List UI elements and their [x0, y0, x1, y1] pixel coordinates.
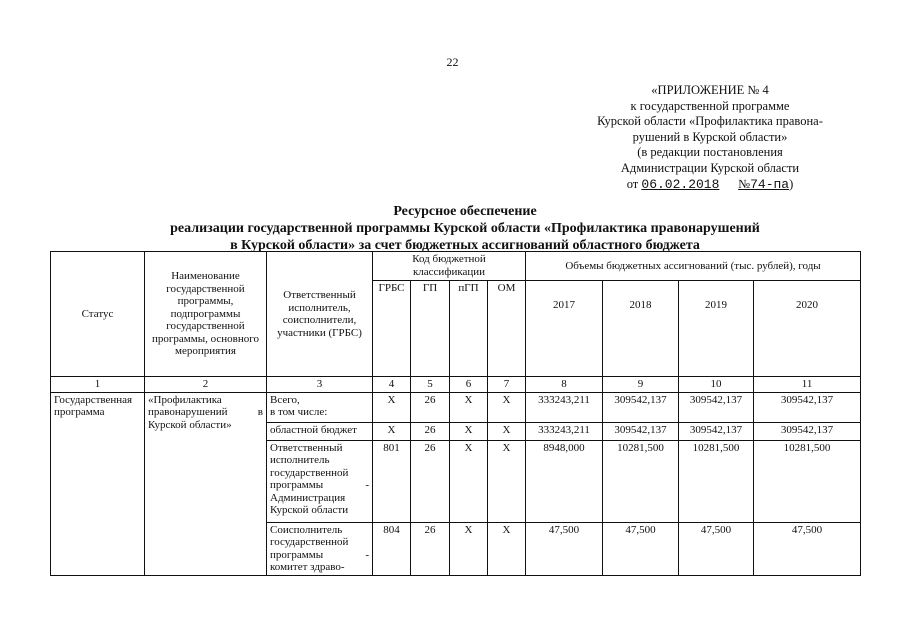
document-title [120, 203, 810, 254]
appendix-header [585, 83, 835, 192]
header-volumes: Объемы бюджетных ассигнований (тыс. рублей), годы [526, 252, 861, 281]
from-label: от [626, 176, 639, 191]
pgp-cell: Х [450, 522, 488, 575]
value-2017-cell: 47,500 [526, 522, 603, 575]
header-gp: ГП [411, 281, 450, 377]
appendix-line: Курской области «Профилактика правона- [597, 114, 823, 129]
executor-cell: Всего, в том числе: [267, 392, 373, 422]
om-cell: Х [488, 522, 526, 575]
value-2019-cell: 309542,137 [679, 392, 754, 422]
column-index: 3 [267, 377, 373, 393]
header-year: 2018 [603, 281, 679, 377]
value-2018-cell: 10281,500 [603, 440, 679, 522]
title-line: реализации государственной программы Курской области «Профилактика правонарушений [170, 221, 760, 236]
gp-cell: 26 [411, 440, 450, 522]
column-index: 2 [145, 377, 267, 393]
pgp-cell: Х [450, 440, 488, 522]
grbs-cell: 801 [373, 440, 411, 522]
column-index: 4 [373, 377, 411, 393]
header-executor: Ответственный исполнитель, соисполнители, участники (ГРБС) [267, 252, 373, 377]
value-2018-cell: 309542,137 [603, 422, 679, 440]
column-index: 7 [488, 377, 526, 393]
appendix-line: «ПРИЛОЖЕНИЕ № 4 [651, 83, 769, 97]
grbs-cell: Х [373, 422, 411, 440]
column-index-row [51, 377, 861, 393]
grbs-cell: 804 [373, 522, 411, 575]
header-year: 2019 [679, 281, 754, 377]
pgp-cell: Х [450, 392, 488, 422]
appendix-line: Администрации Курской области [620, 160, 800, 175]
grbs-cell: Х [373, 392, 411, 422]
title-line: Ресурсное обеспечение [393, 204, 537, 219]
decree-date: 06.02.2018 [641, 176, 720, 192]
header-budget-code: Код бюджетной классификации [373, 252, 526, 281]
appendix-line: (в редакции постановления [637, 145, 783, 160]
header-row [51, 252, 861, 281]
executor-cell: областной бюджет [267, 422, 373, 440]
budget-table [50, 251, 861, 576]
page-number: 22 [446, 55, 459, 69]
header-om: ОМ [488, 281, 526, 377]
column-index: 10 [679, 377, 754, 393]
value-2017-cell: 333243,211 [526, 392, 603, 422]
om-cell: Х [488, 422, 526, 440]
column-index: 8 [526, 377, 603, 393]
gp-cell: 26 [411, 522, 450, 575]
value-2020-cell: 47,500 [754, 522, 861, 575]
value-2020-cell: 309542,137 [754, 422, 861, 440]
table-row [51, 392, 861, 422]
appendix-line: к государственной программе [630, 98, 790, 113]
om-cell: Х [488, 440, 526, 522]
column-index: 1 [51, 377, 145, 393]
pgp-cell: Х [450, 422, 488, 440]
column-index: 5 [411, 377, 450, 393]
value-2019-cell: 47,500 [679, 522, 754, 575]
header-grbs: ГРБС [373, 281, 411, 377]
gp-cell: 26 [411, 392, 450, 422]
status-cell: Государственная программа [51, 392, 145, 575]
gp-cell: 26 [411, 422, 450, 440]
header-name: Наименование государственной программы, подпрограммы государственной программы, основного мероприятия [145, 252, 267, 377]
column-index: 9 [603, 377, 679, 393]
title-line: в Курской области» за счет бюджетных ассигнований областного бюджета [230, 238, 700, 253]
appendix-line: рушений в Курской области» [632, 129, 788, 144]
value-2017-cell: 8948,000 [526, 440, 603, 522]
program-name-cell: «Профилактика правонарушений в Курской области» [145, 392, 267, 575]
value-2020-cell: 10281,500 [754, 440, 861, 522]
executor-cell: Ответственный исполнитель государственной программы - Администрация Курской области [267, 440, 373, 522]
header-year: 2020 [754, 281, 861, 377]
header-status: Статус [51, 252, 145, 377]
value-2019-cell: 309542,137 [679, 422, 754, 440]
value-2019-cell: 10281,500 [679, 440, 754, 522]
executor-cell: Соисполнитель государственной программы - комитет здраво- [267, 522, 373, 575]
column-index: 6 [450, 377, 488, 393]
value-2018-cell: 47,500 [603, 522, 679, 575]
decree-number: 74-па [750, 176, 790, 192]
value-2020-cell: 309542,137 [754, 392, 861, 422]
om-cell: Х [488, 392, 526, 422]
header-year: 2017 [526, 281, 603, 377]
close-paren: ) [789, 176, 794, 191]
value-2017-cell: 333243,211 [526, 422, 603, 440]
value-2018-cell: 309542,137 [603, 392, 679, 422]
header-pgp: пГП [450, 281, 488, 377]
number-label: № [738, 176, 751, 191]
appendix-date-line [585, 177, 835, 193]
column-index: 11 [754, 377, 861, 393]
